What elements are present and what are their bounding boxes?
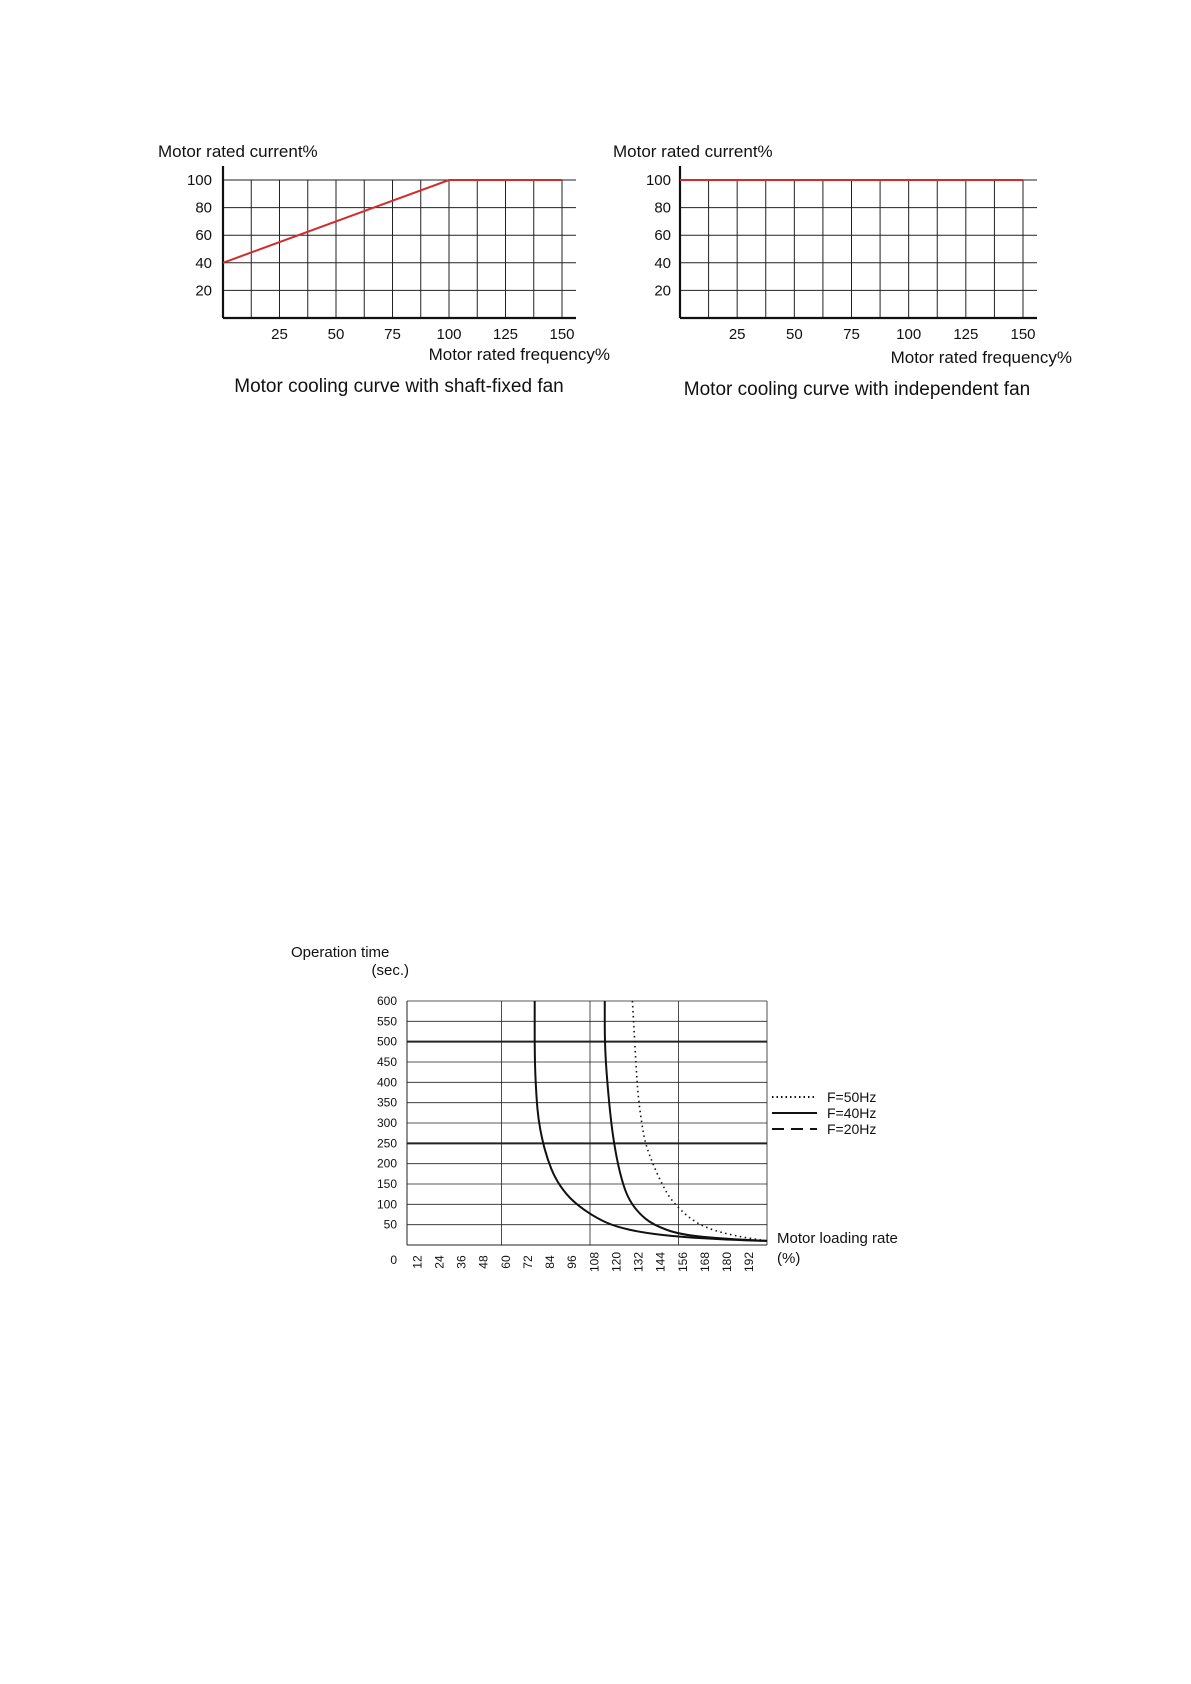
x-tick-label: 50 bbox=[785, 326, 803, 343]
y-tick-labels bbox=[377, 994, 397, 1267]
y-tick-label: 80 bbox=[654, 199, 671, 217]
x-tick-labels bbox=[410, 1252, 756, 1272]
y-tick-label: 600 bbox=[376, 994, 397, 1008]
y-tick-label: 550 bbox=[376, 1014, 397, 1029]
x-tick-label: 75 bbox=[843, 326, 860, 343]
y-tick-label: 100 bbox=[645, 172, 671, 189]
legend-label: F=40Hz bbox=[827, 1105, 877, 1121]
grid bbox=[407, 1001, 767, 1245]
x-tick-label: 180 bbox=[720, 1251, 735, 1273]
x-tick-label: 132 bbox=[631, 1251, 646, 1273]
x-tick-label: 60 bbox=[498, 1255, 513, 1269]
x-tick-label: 125 bbox=[953, 326, 979, 343]
x-tick-label: 25 bbox=[728, 326, 746, 343]
chart-independent bbox=[613, 142, 1072, 400]
y-axis-label: Motor rated current% bbox=[613, 142, 773, 161]
x-tick-label: 48 bbox=[476, 1255, 491, 1269]
axes bbox=[680, 166, 1037, 318]
y-tick-label: 200 bbox=[376, 1156, 397, 1171]
x-tick-label: 108 bbox=[587, 1251, 602, 1273]
x-axis-label: Motor rated frequency% bbox=[890, 348, 1072, 367]
x-tick-label: 100 bbox=[436, 326, 462, 343]
legend-item-40hz bbox=[772, 1105, 876, 1121]
y-axis-label-line2: (sec.) bbox=[371, 962, 409, 979]
y-axis-label-line1: Operation time bbox=[291, 944, 390, 961]
y-tick-label: 100 bbox=[376, 1197, 397, 1212]
x-tick-labels bbox=[271, 326, 574, 343]
x-tick-label: 192 bbox=[742, 1251, 757, 1273]
x-tick-labels bbox=[729, 326, 1036, 343]
x-tick-label: 36 bbox=[454, 1255, 469, 1269]
chart-overload bbox=[291, 944, 898, 1272]
x-axis-label-line2: (%) bbox=[777, 1250, 801, 1267]
legend-label: F=20Hz bbox=[827, 1121, 877, 1137]
y-tick-label: 60 bbox=[195, 227, 212, 245]
y-tick-label: 100 bbox=[186, 172, 212, 189]
grid bbox=[680, 180, 1037, 318]
x-tick-label: 144 bbox=[653, 1251, 668, 1273]
y-tick-label: 40 bbox=[195, 254, 212, 272]
chart-shaft-fixed bbox=[158, 142, 610, 397]
y-tick-labels bbox=[646, 172, 671, 299]
y-tick-label: 350 bbox=[376, 1095, 397, 1110]
y-tick-label: 500 bbox=[376, 1034, 397, 1049]
y-tick-label: 60 bbox=[654, 227, 671, 245]
x-tick-label: 100 bbox=[896, 326, 922, 343]
x-tick-label: 72 bbox=[520, 1255, 535, 1269]
axes bbox=[223, 166, 576, 318]
y-tick-label: 150 bbox=[376, 1177, 397, 1191]
x-tick-label: 75 bbox=[384, 326, 401, 343]
series-layer bbox=[535, 1001, 767, 1241]
x-tick-label: 24 bbox=[432, 1255, 447, 1269]
x-tick-label: 150 bbox=[549, 326, 575, 343]
chart-title: Motor cooling curve with independent fan bbox=[683, 379, 1031, 400]
y-axis-label: Motor rated current% bbox=[158, 142, 318, 161]
x-tick-label: 25 bbox=[271, 326, 288, 343]
y-tick-label: 400 bbox=[376, 1075, 397, 1090]
y-tick-label: 250 bbox=[376, 1136, 397, 1151]
legend bbox=[772, 1089, 876, 1137]
y-tick-label: 20 bbox=[195, 282, 212, 300]
y-tick-label: 300 bbox=[376, 1116, 397, 1130]
y-tick-label: 450 bbox=[376, 1055, 397, 1069]
x-tick-label: 96 bbox=[565, 1255, 580, 1269]
y-tick-label: 0 bbox=[390, 1253, 397, 1267]
x-tick-label: 120 bbox=[609, 1251, 624, 1273]
y-tick-label: 50 bbox=[383, 1217, 397, 1232]
y-tick-label: 40 bbox=[654, 254, 671, 272]
x-tick-label: 150 bbox=[1010, 326, 1036, 343]
series-curve-f50hz bbox=[632, 1001, 767, 1241]
legend-item-50hz bbox=[772, 1089, 876, 1105]
y-tick-label: 20 bbox=[654, 282, 671, 300]
legend-label: F=50Hz bbox=[827, 1089, 877, 1105]
series-curve-f20hz bbox=[535, 1001, 767, 1241]
grid bbox=[223, 180, 576, 318]
y-tick-labels bbox=[187, 172, 212, 299]
y-tick-label: 80 bbox=[195, 199, 212, 217]
legend-item-20hz bbox=[772, 1121, 876, 1137]
x-tick-label: 168 bbox=[697, 1251, 712, 1273]
x-axis-label: Motor rated frequency% bbox=[428, 345, 610, 364]
series-curve-f40hz bbox=[605, 1001, 767, 1241]
chart-title: Motor cooling curve with shaft-fixed fan bbox=[234, 376, 564, 397]
x-tick-label: 84 bbox=[543, 1255, 558, 1269]
x-tick-label: 12 bbox=[410, 1255, 425, 1269]
x-tick-label: 125 bbox=[492, 326, 519, 343]
x-axis-label-line1: Motor loading rate bbox=[777, 1230, 898, 1247]
x-tick-label: 156 bbox=[675, 1251, 690, 1273]
x-tick-label: 50 bbox=[327, 326, 345, 343]
